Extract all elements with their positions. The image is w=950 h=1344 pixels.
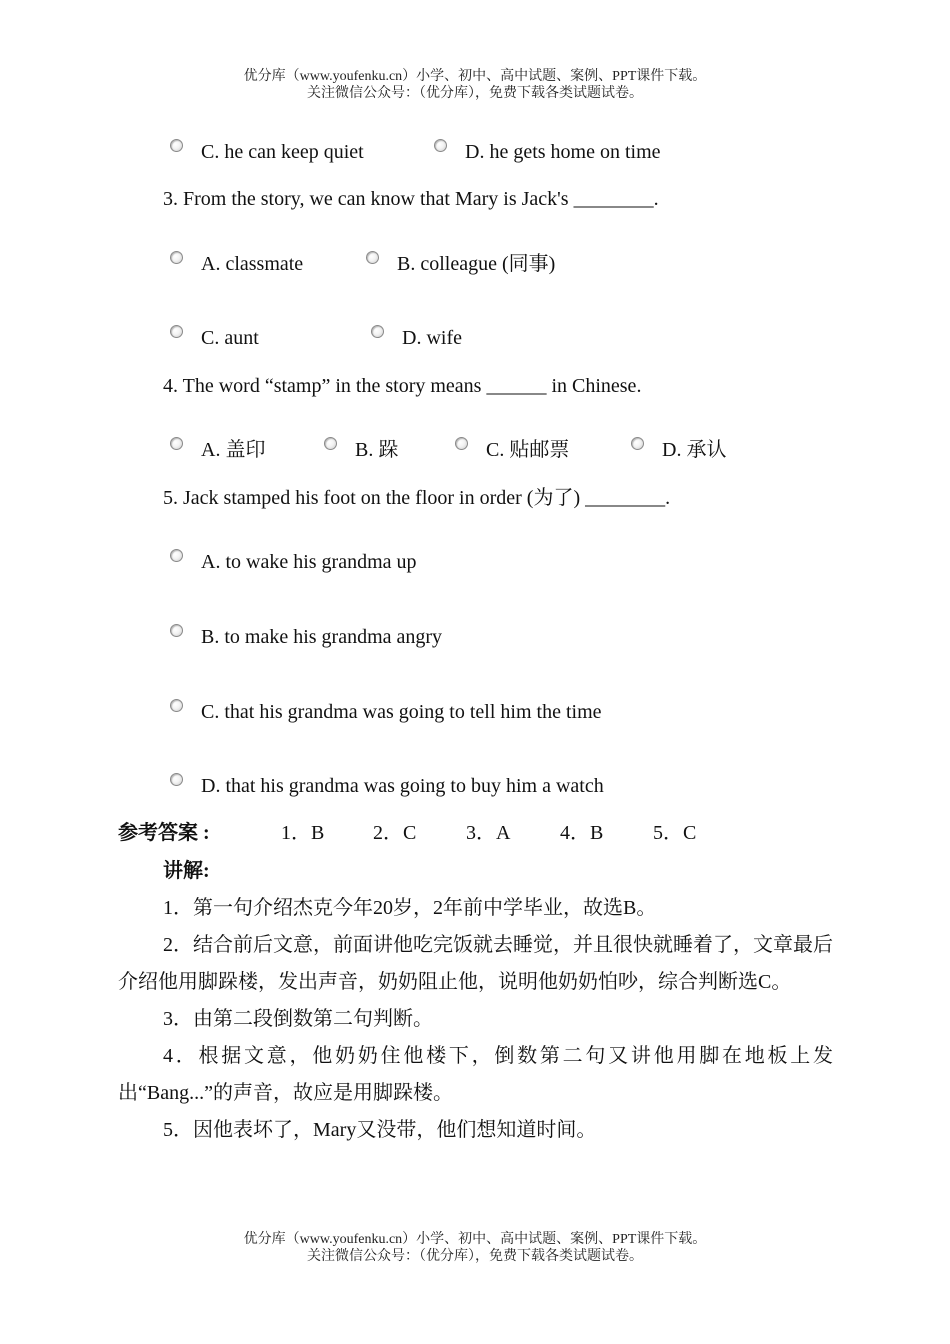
explanation-item-2: 2．结合前后文意，前面讲他吃完饭就去睡觉，并且很快就睡着了，文章最后介绍他用脚跺楼，发出声音，奶奶阻止他，说明他奶奶怕吵，综合判断选C。 [118,934,833,993]
explanation-title: 讲解: [163,860,210,882]
header-line-1: 优分库（www.youfenku.cn）小学、初中、高中试题、案例、PPT课件下载。 [243,69,707,84]
q5-option-c-radio[interactable] [170,699,183,712]
explanation-item-1: 1．第一句介绍杰克今年20岁，2年前中学毕业，故选B。 [163,897,657,919]
explanation-item-4: 4．根据文意，他奶奶住他楼下，倒数第二句又讲他用脚在地板上发出“Bang...”的声音，故应是用脚跺楼。 [118,1045,833,1104]
q3-option-b-label: B. colleague (同事) [397,253,556,275]
page-footer [0,1231,950,1265]
q3-option-c-radio[interactable] [170,325,183,338]
q3-option-b-radio[interactable] [366,251,379,264]
footer-line-1: 优分库（www.youfenku.cn）小学、初中、高中试题、案例、PPT课件下载。 [243,1232,707,1247]
q2-option-c-label: C. he can keep quiet [201,141,364,163]
q3-option-a-label: A. classmate [201,253,304,275]
answer-item-5: 5．C [653,822,697,844]
q3-option-d-radio[interactable] [371,325,384,338]
q2-option-c-radio[interactable] [170,139,183,152]
page-header [0,68,950,102]
q5-option-c-label: C. that his grandma was going to tell him the time [201,701,602,723]
q3-stem: 3. From the story, we can know that Mary is Jack's ________. [163,188,659,210]
q4-option-c-label: C. 贴邮票 [486,439,570,461]
q5-stem: 5. Jack stamped his foot on the floor in order (为了) ________. [163,487,671,509]
q4-option-a-label: A. 盖印 [201,439,266,461]
q4-option-c-radio[interactable] [455,437,468,450]
q4-stem: 4. The word “stamp” in the story means ______ in Chinese. [163,375,642,397]
explanation-section [118,853,833,1149]
q3-option-d-label: D. wife [402,327,462,349]
q4-option-b-label: B. 跺 [355,439,399,461]
answer-item-4: 4．B [560,822,604,844]
q2-option-d-label: D. he gets home on time [465,141,661,163]
answer-item-3: 3．A [466,822,511,844]
answer-item-2: 2．C [373,822,417,844]
header-line-2: 关注微信公众号：（优分库），免费下载各类试题试卷。 [307,86,643,101]
q5-option-a-radio[interactable] [170,549,183,562]
explanation-item-5: 5．因他表坏了，Mary又没带，他们想知道时间。 [163,1119,597,1141]
explanation-item-3: 3．由第二段倒数第二句判断。 [163,1008,433,1030]
q2-option-d-radio[interactable] [434,139,447,152]
answers-label: 参考答案 : [118,822,210,844]
q3-option-c-label: C. aunt [201,327,259,349]
q4-option-a-radio[interactable] [170,437,183,450]
q4-option-d-label: D. 承认 [662,439,727,461]
q5-option-a-label: A. to wake his grandma up [201,551,417,573]
footer-line-2: 关注微信公众号：（优分库），免费下载各类试题试卷。 [307,1249,643,1264]
q5-option-d-radio[interactable] [170,773,183,786]
q4-option-b-radio[interactable] [324,437,337,450]
q5-option-d-label: D. that his grandma was going to buy him a watch [201,775,604,797]
answer-item-1: 1．B [281,822,325,844]
q4-option-d-radio[interactable] [631,437,644,450]
q5-option-b-radio[interactable] [170,624,183,637]
q3-option-a-radio[interactable] [170,251,183,264]
q5-option-b-label: B. to make his grandma angry [201,626,443,648]
